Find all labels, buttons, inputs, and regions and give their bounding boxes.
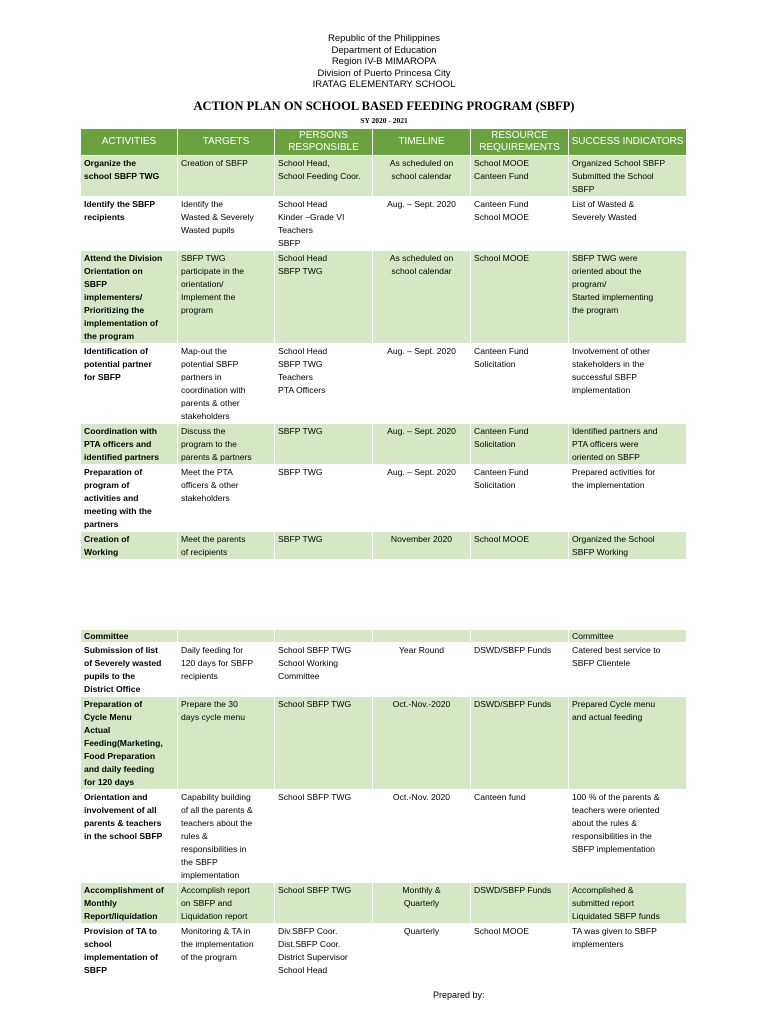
activity-cell: Attend the Division Orientation on SBFP implementers/ Prioritizing the implementation of the program — [81, 251, 178, 344]
timeline-cell: Aug. – Sept. 2020 — [373, 424, 471, 465]
activity-cell: Orientation and involvement of all parents & teachers in the school SBFP — [81, 790, 178, 883]
timeline-cell: Oct.-Nov. 2020 — [373, 790, 471, 883]
persons-cell — [275, 630, 373, 643]
target-cell: Map-out the potential SBFP partners in coordination with parents & other stakeholders — [178, 344, 275, 424]
action-plan-table-page1 — [80, 128, 687, 560]
persons-cell: School Head Kinder –Grade VI Teachers SBFP — [275, 197, 373, 251]
col-header-persons-responsible: PERSONS RESPONSIBLE — [275, 129, 373, 156]
persons-cell: School SBFP TWG School Working Committee — [275, 643, 373, 697]
indicator-cell: Prepared Cycle menu and actual feeding — [569, 697, 687, 790]
resource-cell: Canteen Fund Solicitation — [471, 465, 569, 532]
table-row — [81, 156, 687, 197]
timeline-cell: Aug. – Sept. 2020 — [373, 344, 471, 424]
header-line-republic: Republic of the Philippines — [328, 33, 440, 44]
persons-cell: School Head SBFP TWG Teachers PTA Officers — [275, 344, 373, 424]
target-cell: Daily feeding for 120 days for SBFP recipients — [178, 643, 275, 697]
persons-cell: School SBFP TWG — [275, 697, 373, 790]
activity-cell: Preparation of Cycle Menu Actual Feeding(Marketing, Food Preparation and daily feeding for 120 days — [81, 697, 178, 790]
timeline-cell: Aug. – Sept. 2020 — [373, 465, 471, 532]
timeline-cell: Quarterly — [373, 924, 471, 980]
target-cell: Identify the Wasted & Severely Wasted pupils — [178, 197, 275, 251]
activity-cell: Organize the school SBFP TWG — [81, 156, 178, 197]
target-cell: Discuss the program to the parents & partners — [178, 424, 275, 465]
table-row — [81, 697, 687, 790]
table-row — [81, 643, 687, 697]
col-header-targets: TARGETS — [178, 129, 275, 156]
header-line-division: Division of Puerto Princesa City — [317, 67, 451, 79]
timeline-cell: Aug. – Sept. 2020 — [373, 197, 471, 251]
indicator-cell: Committee — [569, 630, 687, 643]
resource-cell: Canteen Fund Solicitation — [471, 344, 569, 424]
header-line-deped: Department of Education — [331, 44, 437, 56]
resource-cell: Canteen fund — [471, 790, 569, 883]
indicator-cell: Organized School SBFP Submitted the School SBFP — [569, 156, 687, 197]
activity-cell: Submission of list of Severely wasted pupils to the District Office — [81, 643, 178, 697]
timeline-cell: Oct.-Nov.-2020 — [373, 697, 471, 790]
indicator-cell: Catered best service to SBFP Clientele — [569, 643, 687, 697]
activity-cell: Identification of potential partner for SBFP — [81, 344, 178, 424]
table-header-row — [81, 129, 687, 156]
table-row — [81, 532, 687, 560]
persons-cell: School SBFP TWG — [275, 790, 373, 883]
table-row — [81, 924, 687, 980]
col-header-timeline: TIMELINE — [373, 129, 471, 156]
target-cell: Monitoring & TA in the implementation of the program — [178, 924, 275, 980]
school-year: SY 2020 - 2021 — [360, 116, 408, 125]
table-row — [81, 630, 687, 643]
target-cell: Meet the PTA officers & other stakeholders — [178, 465, 275, 532]
indicator-cell: Accomplished & submitted report Liquidated SBFP funds — [569, 883, 687, 924]
table-row — [81, 251, 687, 344]
table-row — [81, 344, 687, 424]
indicator-cell: TA was given to SBFP implementers — [569, 924, 687, 980]
persons-cell: School Head SBFP TWG — [275, 251, 373, 344]
indicator-cell: 100 % of the parents & teachers were oriented about the rules & responsibilities in the SBFP implementation — [569, 790, 687, 883]
target-cell: Capability building of all the parents & teachers about the rules & responsibilities in the SBFP implementation — [178, 790, 275, 883]
target-cell: Prepare the 30 days cycle menu — [178, 697, 275, 790]
resource-cell: DSWD/SBFP Funds — [471, 697, 569, 790]
col-header-success-indicators: SUCCESS INDICATORS — [569, 129, 687, 156]
target-cell: SBFP TWG participate in the orientation/ Implement the program — [178, 251, 275, 344]
resource-cell: School MOOE — [471, 251, 569, 344]
document-title: ACTION PLAN ON SCHOOL BASED FEEDING PROGRAM (SBFP) — [193, 99, 575, 113]
indicator-cell: List of Wasted & Severely Wasted — [569, 197, 687, 251]
table-row — [81, 790, 687, 883]
activity-cell: Identify the SBFP recipients — [81, 197, 178, 251]
persons-cell: SBFP TWG — [275, 465, 373, 532]
indicator-cell: SBFP TWG were oriented about the program/ Started implementing the program — [569, 251, 687, 344]
indicator-cell: Prepared activities for the implementation — [569, 465, 687, 532]
action-plan-table-page2 — [80, 629, 687, 980]
timeline-cell: Monthly & Quarterly — [373, 883, 471, 924]
resource-cell: School MOOE — [471, 924, 569, 980]
table-row — [81, 883, 687, 924]
target-cell: Creation of SBFP — [178, 156, 275, 197]
resource-cell: DSWD/SBFP Funds — [471, 883, 569, 924]
table-row — [81, 465, 687, 532]
col-header-resource-requirements: RESOURCE REQUIREMENTS — [471, 129, 569, 156]
timeline-cell — [373, 630, 471, 643]
resource-cell: Canteen Fund School MOOE — [471, 197, 569, 251]
persons-cell: School SBFP TWG — [275, 883, 373, 924]
target-cell: Accomplish report on SBFP and Liquidation report — [178, 883, 275, 924]
indicator-cell: Organized the School SBFP Working — [569, 532, 687, 560]
persons-cell: School Head, School Feeding Coor. — [275, 156, 373, 197]
indicator-cell: Involvement of other stakeholders in the successful SBFP implementation — [569, 344, 687, 424]
document-header — [0, 33, 768, 91]
activity-cell: Committee — [81, 630, 178, 643]
activity-cell: Preparation of program of activities and meeting with the partners — [81, 465, 178, 532]
resource-cell: School MOOE Canteen Fund — [471, 156, 569, 197]
activity-cell: Accomplishment of Monthly Report/liquidation — [81, 883, 178, 924]
table-row — [81, 424, 687, 465]
header-line-school: IRATAG ELEMENTARY SCHOOL — [312, 79, 456, 91]
resource-cell — [471, 630, 569, 643]
prepared-by-label: Prepared by: — [433, 990, 485, 1000]
resource-cell: Canteen Fund Solicitation — [471, 424, 569, 465]
persons-cell: SBFP TWG — [275, 424, 373, 465]
target-cell — [178, 630, 275, 643]
activity-cell: Coordination with PTA officers and identified partners — [81, 424, 178, 465]
target-cell: Meet the parents of recipients — [178, 532, 275, 560]
timeline-cell: Year Round — [373, 643, 471, 697]
table-row — [81, 197, 687, 251]
resource-cell: School MOOE — [471, 532, 569, 560]
timeline-cell: November 2020 — [373, 532, 471, 560]
persons-cell: Div.SBFP Coor. Dist.SBFP Coor. District Supervisor School Head — [275, 924, 373, 980]
activity-cell: Creation of Working — [81, 532, 178, 560]
header-line-region: Region IV-B MIMAROPA — [331, 56, 437, 68]
timeline-cell: As scheduled on school calendar — [373, 156, 471, 197]
persons-cell: SBFP TWG — [275, 532, 373, 560]
timeline-cell: As scheduled on school calendar — [373, 251, 471, 344]
activity-cell: Provision of TA to school implementation of SBFP — [81, 924, 178, 980]
col-header-activities: ACTIVITIES — [81, 129, 178, 156]
resource-cell: DSWD/SBFP Funds — [471, 643, 569, 697]
indicator-cell: Identified partners and PTA officers were oriented on SBFP — [569, 424, 687, 465]
